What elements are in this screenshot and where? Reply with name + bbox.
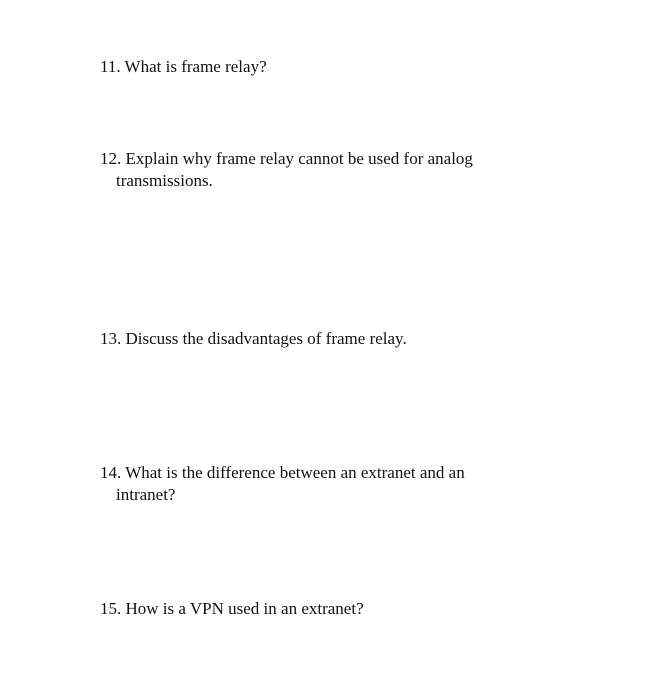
question-text: 13. Discuss the disadvantages of frame relay. [100, 329, 407, 348]
question-text-continued: transmissions. [116, 171, 213, 190]
question-11 [100, 56, 570, 78]
question-text: 12. Explain why frame relay cannot be used for analog [100, 149, 473, 168]
question-text: 11. What is frame relay? [100, 57, 267, 76]
question-text-continued: intranet? [116, 485, 176, 504]
question-text: 15. How is a VPN used in an extranet? [100, 599, 364, 618]
question-12 [100, 148, 570, 192]
question-text: 14. What is the difference between an extranet and an [100, 463, 465, 482]
question-14 [100, 462, 570, 506]
question-15 [100, 598, 570, 620]
question-13 [100, 328, 570, 350]
